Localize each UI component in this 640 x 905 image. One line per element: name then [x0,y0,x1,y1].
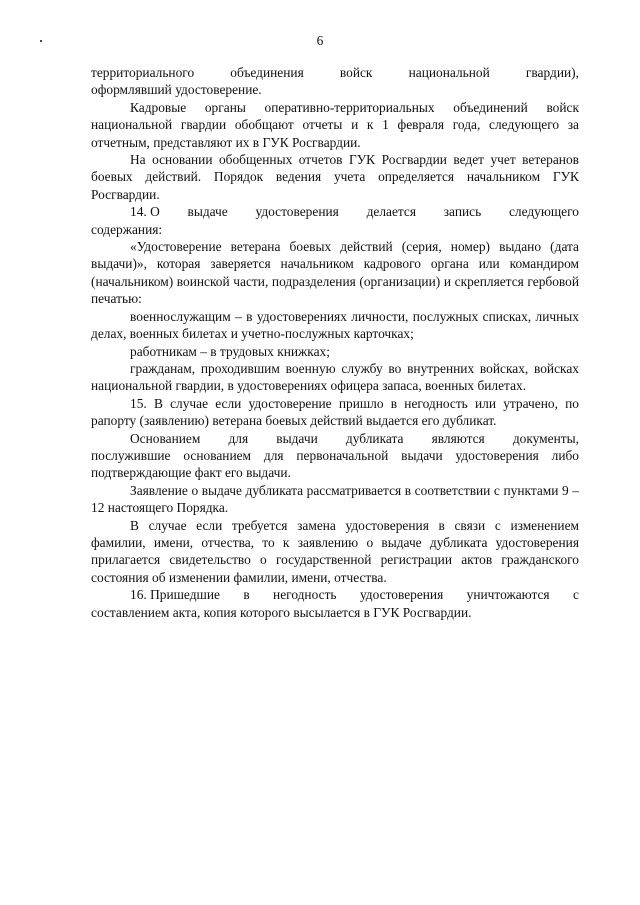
paragraph-continuation [91,64,579,99]
paragraph-text: оформлявший удостоверение. [91,82,262,98]
word: Основанием [130,430,201,446]
word: национальной [408,65,490,80]
word: выдачи [276,430,318,446]
word: войск [339,65,373,80]
word: являются [431,430,485,446]
paragraph-workers: работникам – в трудовых книжках; [130,343,330,359]
paragraph-reports: Кадровые органы оперативно-территориальных объединений войск национальной гвардии обобщают отчеты и к 1 февраля года, следующего за отчетным, представляют их в ГУК Росгвардии. [91,99,579,150]
word: удостоверения [359,587,444,603]
word: уничтожаются [466,587,550,603]
word: выдаче [187,204,228,220]
word: документы, [512,430,579,446]
word: делается [366,204,417,220]
paragraph-citizens: гражданам, проходившим военную службу во внутренних войсках, войсках национальной гвардии, в удостоверениях офицера запаса, военных билетах. [91,360,579,394]
justified-line [91,430,579,447]
justified-line [91,64,579,81]
paragraph-veterans-accounting: На основании обобщенных отчетов ГУК Росгвардии ведет учет ветеранов боевых действий. Порядок ведения учета определяется начальником ГУК Росгвардии. [91,152,579,202]
word: в [243,587,250,603]
word: гвардии), [525,65,579,80]
paragraph-name-change: В случае если требуется замена удостоверения в связи с изменением фамилии, имени, отчества, то к заявлению о выдаче дубликата удостоверения прилагается свидетельство о государственной регистрации актов гражданского состояния об изменении фамилии, имени, отчества. [91,517,579,585]
word: следующего [508,204,579,220]
paragraph-grounds [91,430,579,482]
justified-line [91,586,579,603]
word: объединения [230,65,304,80]
word: с [573,587,579,603]
paragraph-text: послужившие основанием для первоначальной выдачи удостоверения либо подтверждающие факт его выдачи. [91,447,579,481]
word: удостоверения [255,204,339,220]
paragraph-text: составлением акта, копия которого высылается в ГУК Росгвардии. [91,604,472,620]
word: 14. О [130,204,160,220]
word: негодность [273,587,337,603]
paragraph-record-text: «Удостоверение ветерана боевых действий (серия, номер) выдано (дата выдачи)», которая заверяется начальником кадрового органа или командиром (начальником) воинской части, подразделения (организации) и скрепляется гербовой печатью: [91,239,579,307]
page-number: 6 [316,33,324,48]
paragraph-application: Заявление о выдаче дубликата рассматривается в соответствии с пунктами 9 – 12 настоящего Порядка. [91,482,579,516]
word: для [228,430,249,446]
paragraph-item-15: 15. В случае если удостоверение пришло в негодность или утрачено, по рапорту (заявлению) ветерана боевых действий выдается его дубликат. [91,395,579,429]
word: дубликата [345,430,404,446]
paragraph-item-16 [91,586,579,621]
word: территориального [91,65,195,80]
document-body [91,64,579,621]
paragraph-text: содержания: [91,221,163,237]
justified-line [91,203,579,220]
paragraph-item-14 [91,203,579,238]
word: запись [443,204,482,220]
paragraph-servicemen: военнослужащим – в удостоверениях личности, послужных списках, личных делах, военных билетах и учетно-послужных карточках; [91,308,579,342]
word: 16. Пришедшие [130,587,220,603]
